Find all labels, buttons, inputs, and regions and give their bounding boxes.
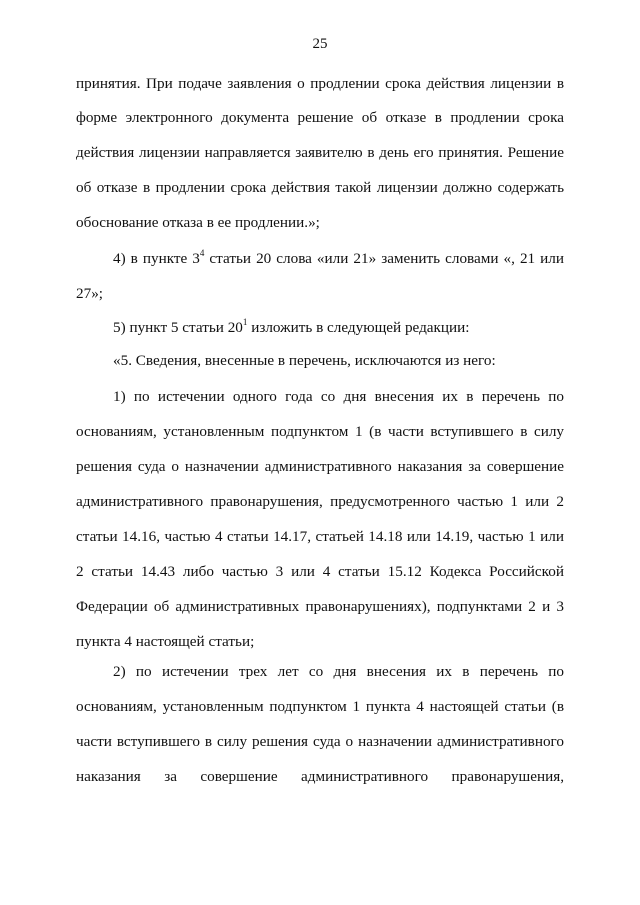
superscript: 4: [199, 249, 205, 258]
page-number: 25: [312, 36, 328, 52]
text-line: решения суда о назначении административного наказания за совершение: [76, 458, 564, 475]
text-line: «5. Сведения, внесенные в перечень, исключаются из него:: [113, 352, 496, 369]
text-span: изложить в следующей редакции:: [247, 319, 470, 336]
paragraph-subitem-2: [76, 662, 564, 787]
text-line: части вступившего в силу решения суда о назначении административного: [76, 733, 564, 750]
paragraph-point-5: [76, 351, 564, 371]
text-line: основаниям, установленным подпунктом 1 пункта 4 настоящей статьи (в: [76, 698, 564, 715]
text-line: форме электронного документа решение об отказе в продлении срока: [76, 109, 564, 126]
text-line: статьи 14.16, частью 4 статьи 14.17, статьей 14.18 или 14.19, частью 1 или: [76, 528, 564, 545]
text-line: 2 статьи 14.43 либо частью 3 или 4 статьи 15.12 Кодекса Российской: [76, 563, 564, 580]
paragraph-item-5: [76, 318, 564, 338]
text-line: действия лицензии направляется заявителю в день его принятия. Решение: [76, 144, 564, 161]
text-line: 27»;: [76, 285, 104, 302]
text-line: обоснование отказа в ее продлении.»;: [76, 214, 320, 231]
text-line: 2) по истечении трех лет со дня внесения их в перечень по: [113, 663, 564, 680]
text-line-with-superscript: [76, 249, 564, 269]
text-line: об отказе в продлении срока действия такой лицензии должно содержать: [76, 179, 564, 196]
text-line: пункта 4 настоящей статьи;: [76, 633, 255, 650]
text-line: основаниям, установленным подпунктом 1 (в части вступившего в силу: [76, 423, 564, 440]
paragraph-item-4: [76, 249, 564, 304]
text-line-with-superscript: [76, 318, 564, 338]
text-span: 4) в пункте 3: [113, 250, 200, 267]
text-span: 5) пункт 5 статьи 20: [113, 319, 243, 336]
paragraph-continuation: [76, 74, 564, 233]
superscript: 1: [242, 318, 248, 327]
text-line: принятия. При подаче заявления о продлении срока действия лицензии в: [76, 75, 564, 92]
text-span: статьи 20 слова «или 21» заменить словами «, 21 или: [204, 250, 564, 267]
text-line: наказания за совершение административного правонарушения,: [76, 768, 564, 785]
paragraph-subitem-1: [76, 387, 564, 652]
text-line: административного правонарушения, предусмотренного частью 1 или 2: [76, 493, 564, 510]
text-line: Федерации об административных правонарушениях), подпунктами 2 и 3: [76, 598, 564, 615]
text-line: 1) по истечении одного года со дня внесения их в перечень по: [113, 388, 564, 405]
